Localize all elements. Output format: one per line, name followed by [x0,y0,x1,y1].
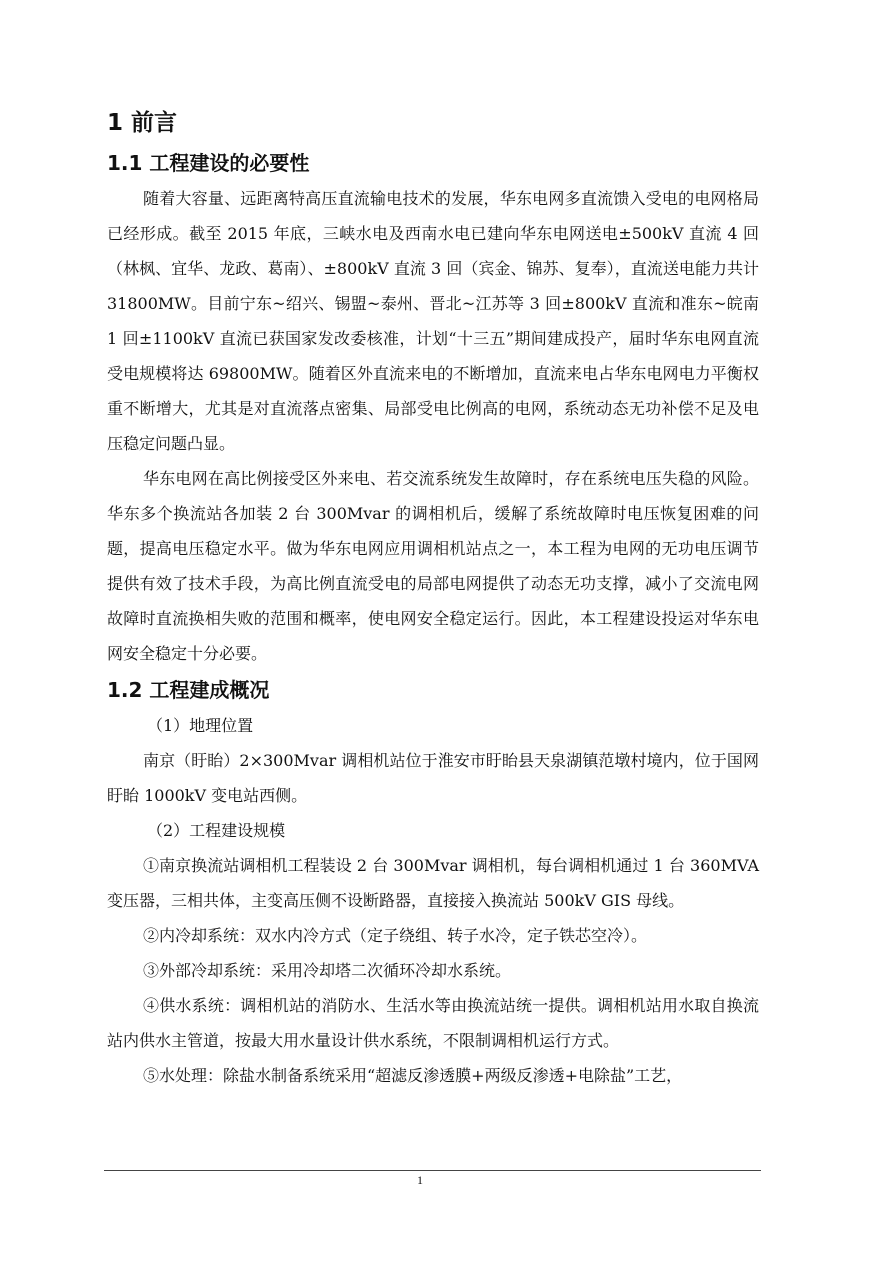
body-paragraph: 华东电网在高比例接受区外来电、若交流系统发生故障时，存在系统电压失稳的风险。华东多个换流站各加装 2 台 300Mvar 的调相机后，缓解了系统故障时电压恢复困难的问题，提高电压稳定水平。做为华东电网应用调相机站点之一，本工程为电网的无功电压调节提供有效了技术手段，为高比例直流受电的局部电网提供了动态无功支撑，减小了交流电网故障时直流换相失败的范围和概率，使电网安全稳定运行。因此，本工程建设投运对华东电网安全稳定十分必要。 [107,469,759,663]
body-paragraph: 南京（盱眙）2×300Mvar 调相机站位于淮安市盱眙县天泉湖镇范墩村境内，位于国网盱眙 1000kV 变电站西侧。 [107,751,759,805]
body-paragraph: 随着大容量、远距离特高压直流输电技术的发展，华东电网多直流馈入受电的电网格局已经形成。截至 2015 年底，三峡水电及西南水电已建向华东电网送电±500kV 直流 4 回（林枫、宜华、龙政、葛南）、±800kV 直流 3 回（宾金、锦苏、复奉），直流送电能力共计 31800MW。目前宁东~绍兴、锡盟~泰州、晋北~江苏等 3 回±800kV 直流和准东~皖南 1 回±1100kV 直流已获国家发改委核准，计划“十三五”期间建成投产，届时华东电网直流受电规模将达 69800MW。随着区外直流来电的不断增加，直流来电占华东电网电力平衡权重不断增大，尤其是对直流落点密集、局部受电比例高的电网，系统动态无功补偿不足及电压稳定问题凸显。 [107,189,759,453]
chapter-heading: 1 前言 [107,110,178,136]
scale-item: ②内冷却系统：双水内冷方式（定子绕组、转子水冷，定子铁芯空冷）。 [143,926,648,945]
scale-item: ①南京换流站调相机工程装设 2 台 300Mvar 调相机，每台调相机通过 1 台 360MVA 变压器，三相共体，主变高压侧不设断路器，直接接入换流站 500kV GIS 母线。 [107,856,759,910]
page-content [107,104,759,1093]
item-title-scale: （2）工程建设规模 [147,821,286,840]
section-heading-necessity: 1.1 工程建设的必要性 [107,151,310,175]
page-number: 1 [417,1173,423,1187]
scale-item: ④供水系统：调相机站的消防水、生活水等由换流站统一提供。调相机站用水取自换流站内供水主管道，按最大用水量设计供水系统，不限制调相机运行方式。 [107,996,759,1050]
item-title-location: （1）地理位置 [147,716,254,735]
section-heading-overview: 1.2 工程建成概况 [107,678,270,702]
scale-item: ③外部冷却系统：采用冷却塔二次循环冷却水系统。 [143,961,512,980]
scale-item: ⑤水处理：除盐水制备系统采用“超滤反渗透膜+两级反渗透+电除盐”工艺， [143,1066,683,1085]
footer-divider [104,1170,761,1171]
